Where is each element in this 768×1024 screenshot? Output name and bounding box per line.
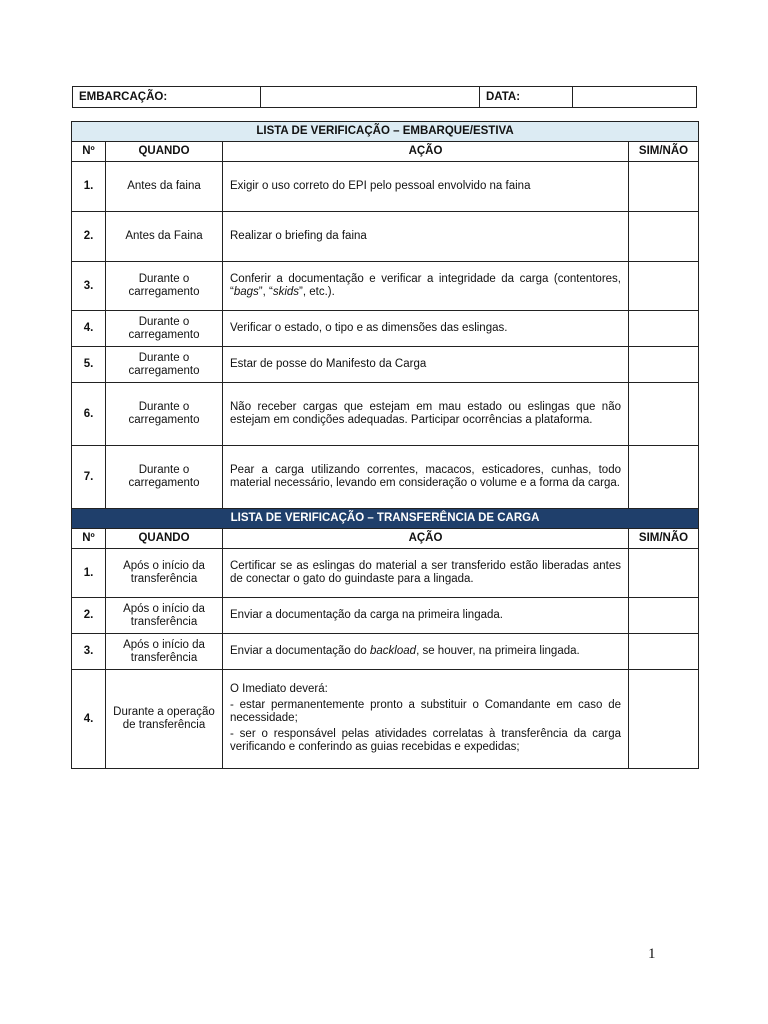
column-header-action: AÇÃO: [223, 142, 629, 162]
row-number: 3.: [72, 262, 106, 311]
table-row: [72, 347, 699, 383]
section1-column-headers: [72, 142, 699, 162]
action-text: , se houver, na primeira lingada.: [416, 645, 580, 657]
section1-title-row: [72, 122, 699, 142]
action-text: ”, “: [258, 286, 273, 298]
row-when: Durante o carregamento: [106, 347, 223, 383]
row-check-cell[interactable]: [629, 383, 699, 446]
action-emphasis: backload: [370, 645, 417, 657]
row-when: Antes da faina: [106, 162, 223, 212]
table-row: [72, 212, 699, 262]
row-when: Durante o carregamento: [106, 262, 223, 311]
section2-column-headers: [72, 529, 699, 549]
date-field[interactable]: [573, 87, 697, 108]
row-action: Realizar o briefing da faina: [223, 212, 629, 262]
row-action: Certificar se as eslingas do material a ser transferido estão liberadas antes de conectar o gato do guindaste para a lingada.: [223, 549, 629, 598]
row-number: 1.: [72, 162, 106, 212]
row-number: 7.: [72, 446, 106, 509]
row-check-cell[interactable]: [629, 347, 699, 383]
column-header-action: AÇÃO: [223, 529, 629, 549]
row-check-cell[interactable]: [629, 446, 699, 509]
table-row: [72, 383, 699, 446]
row-action: [223, 670, 629, 769]
row-number: 4.: [72, 311, 106, 347]
vessel-label: EMBARCAÇÃO:: [73, 87, 261, 108]
row-check-cell[interactable]: [629, 262, 699, 311]
row-when: Após o início da transferência: [106, 598, 223, 634]
table-row: [72, 634, 699, 670]
row-action: Pear a carga utilizando correntes, macacos, esticadores, cunhas, todo material necessário, levando em consideração o volume e a forma da carga.: [223, 446, 629, 509]
table-row: [72, 598, 699, 634]
column-header-number: Nº: [72, 529, 106, 549]
row-when: Antes da Faina: [106, 212, 223, 262]
header-table: [72, 86, 697, 108]
row-action: Não receber cargas que estejam em mau estado ou eslingas que não estejam em condições adequadas. Participar ocorrências a plataforma.: [223, 383, 629, 446]
row-number: 4.: [72, 670, 106, 769]
header-row: [73, 87, 697, 108]
column-header-check: SIM/NÃO: [629, 529, 699, 549]
table-row: [72, 446, 699, 509]
row-when: Após o início da transferência: [106, 634, 223, 670]
row-when: Durante o carregamento: [106, 311, 223, 347]
vessel-field[interactable]: [261, 87, 480, 108]
column-header-check: SIM/NÃO: [629, 142, 699, 162]
action-text: Conferir a documentação e verificar a integridade da carga (contentores, “: [230, 273, 621, 298]
row-number: 6.: [72, 383, 106, 446]
action-text: ”, etc.).: [299, 286, 335, 298]
row-action: Estar de posse do Manifesto da Carga: [223, 347, 629, 383]
row-action: Exigir o uso correto do EPI pelo pessoal envolvido na faina: [223, 162, 629, 212]
column-header-when: QUANDO: [106, 529, 223, 549]
row-when: Após o início da transferência: [106, 549, 223, 598]
row-action: [223, 262, 629, 311]
row-number: 3.: [72, 634, 106, 670]
row-number: 1.: [72, 549, 106, 598]
row-action: [223, 634, 629, 670]
action-emphasis: skids: [272, 286, 300, 298]
row-check-cell[interactable]: [629, 212, 699, 262]
row-number: 2.: [72, 212, 106, 262]
row-check-cell[interactable]: [629, 598, 699, 634]
section2-title: LISTA DE VERIFICAÇÃO – TRANSFERÊNCIA DE CARGA: [72, 509, 699, 529]
row-action: Enviar a documentação da carga na primeira lingada.: [223, 598, 629, 634]
checklist-table: [71, 121, 699, 769]
table-row: [72, 311, 699, 347]
row-when: Durante o carregamento: [106, 383, 223, 446]
section1-title: LISTA DE VERIFICAÇÃO – EMBARQUE/ESTIVA: [72, 122, 699, 142]
row-check-cell[interactable]: [629, 549, 699, 598]
column-header-number: Nº: [72, 142, 106, 162]
action-line: O Imediato deverá:: [230, 683, 328, 695]
table-row: [72, 670, 699, 769]
action-text: Enviar a documentação do: [230, 645, 371, 657]
action-line: - ser o responsável pelas atividades correlatas à transferência da carga verificando e conferindo as guias recebidas e expedidas;: [230, 728, 621, 753]
row-check-cell[interactable]: [629, 670, 699, 769]
row-check-cell[interactable]: [629, 634, 699, 670]
action-line: - estar permanentemente pronto a substituir o Comandante em caso de necessidade;: [230, 699, 621, 724]
row-check-cell[interactable]: [629, 311, 699, 347]
section2-title-row: [72, 509, 699, 529]
row-number: 5.: [72, 347, 106, 383]
row-number: 2.: [72, 598, 106, 634]
column-header-when: QUANDO: [106, 142, 223, 162]
table-row: [72, 262, 699, 311]
row-when: Durante a operação de transferência: [106, 670, 223, 769]
action-emphasis: bags: [233, 286, 259, 298]
page-number: 1: [648, 946, 656, 962]
row-when: Durante o carregamento: [106, 446, 223, 509]
table-row: [72, 549, 699, 598]
row-check-cell[interactable]: [629, 162, 699, 212]
date-label: DATA:: [480, 87, 573, 108]
table-row: [72, 162, 699, 212]
row-action: Verificar o estado, o tipo e as dimensões das eslingas.: [223, 311, 629, 347]
